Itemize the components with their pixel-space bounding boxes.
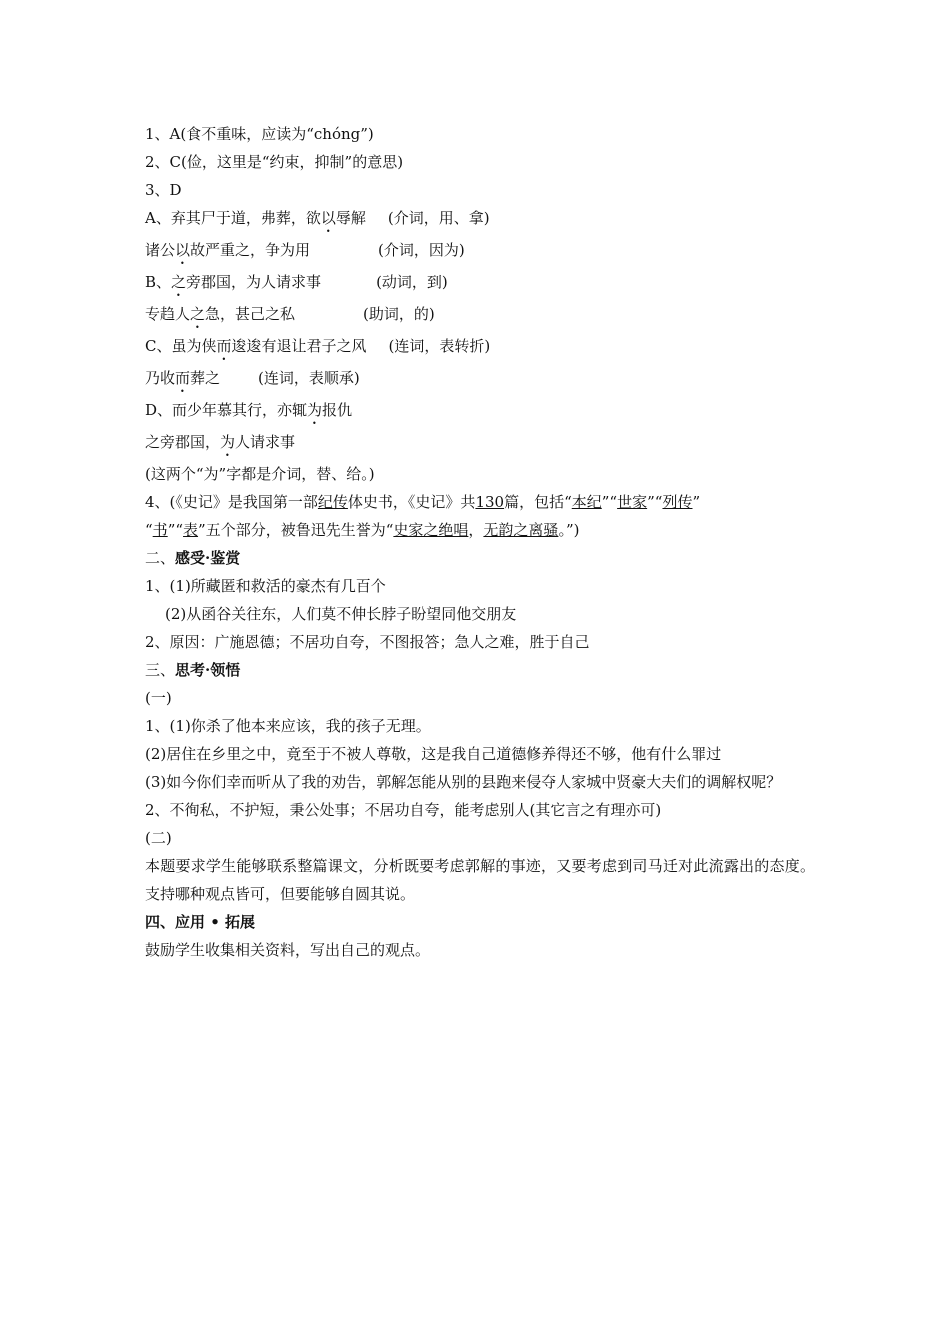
underlined-answer: 本纪	[571, 493, 602, 511]
emphasized-char: 为	[220, 433, 236, 451]
section-4-heading: 四、应用 • 拓展	[145, 913, 256, 931]
option-d-line-2: 之旁郡国，为人请求事	[145, 433, 296, 451]
emphasized-char: 之	[190, 305, 206, 323]
grammar-note: (助词，的)	[363, 305, 435, 323]
option-d-line-1: D、而少年慕其行，亦辄为报仇	[145, 401, 353, 419]
emphasized-char: 之	[171, 273, 187, 291]
underlined-answer: 列传	[662, 493, 693, 511]
underlined-answer: 世家	[617, 493, 648, 511]
section-4-item-1: 鼓励学生收集相关资料，写出自己的观点。	[145, 941, 431, 959]
option-b-line-1: B、之旁郡国，为人请求事 (动词，到)	[145, 273, 448, 291]
underlined-answer: 130	[475, 493, 505, 511]
section-3-item-1: 1、(1)你杀了他本来应该，我的孩子无理。	[145, 717, 431, 735]
section-2-item-2: (2)从函谷关往东，人们莫不伸长脖子盼望同他交朋友	[165, 605, 517, 623]
section-2-item-1: 1、(1)所藏匿和救活的豪杰有几百个	[145, 577, 386, 595]
underlined-answer: 史家之绝唱	[393, 521, 469, 539]
grammar-note: (连词，表顺承)	[258, 369, 360, 387]
answer-1: 1、A(食不重味，应读为“chóng”)	[145, 125, 374, 143]
section-3-item-3: (3)如今你们幸而听从了我的劝告，郭解怎能从别的县跑来侵夺人家城中贤豪大夫们的调解权呢？	[145, 773, 782, 791]
option-c-line-2: 乃收而葬之 (连词，表顺承)	[145, 369, 360, 387]
section-2-heading: 二、感受·鉴赏	[145, 549, 241, 567]
emphasized-char: 为	[307, 401, 323, 419]
option-c-line-1: C、虽为侠而逡逡有退让君子之风 (连词，表转折)	[145, 337, 491, 355]
answer-3: 3、D	[145, 181, 182, 199]
emphasized-char: 而	[175, 369, 191, 387]
grammar-note: (介词，用、拿)	[387, 209, 490, 227]
grammar-note: (介词，因为)	[378, 241, 465, 259]
section-3-part-1: (一)	[145, 689, 172, 707]
underlined-answer: 无韵之离骚	[483, 521, 559, 539]
section-3-item-4: 2、不徇私，不护短，秉公处事；不居功自夸，能考虑别人(其它言之有理亦可)	[145, 801, 662, 819]
option-b-line-2: 专趋人之急，甚己之私 (助词，的)	[145, 305, 435, 323]
emphasized-char: 而	[216, 337, 232, 355]
option-a-line-2: 诸公以故严重之，争为用 (介词，因为)	[145, 241, 465, 259]
emphasized-char: 以	[175, 241, 191, 259]
answer-2: 2、C(俭，这里是“约束，抑制”的意思)	[145, 153, 404, 171]
section-3-part-2: (二)	[145, 829, 172, 847]
section-2-item-3: 2、原因：广施恩德；不居功自夸，不图报答；急人之难，胜于自己	[145, 633, 590, 651]
option-d-note: (这两个“为”字都是介词，替、给。)	[145, 465, 375, 483]
section-3-item-5: 本题要求学生能够联系整篇课文，分析既要考虑郭解的事迹，又要考虑到司马迁对此流露出的态度。支持哪种观点皆可，但要能够自圆其说。	[145, 857, 815, 903]
emphasized-char: 以	[320, 209, 336, 227]
grammar-note: (连词，表转折)	[388, 337, 491, 355]
section-3-heading: 三、思考·领悟	[145, 661, 241, 679]
underlined-answer: 书	[152, 521, 168, 539]
answer-page	[145, 120, 815, 964]
option-a-line-1: A、弃其尸于道，弗葬，欲以辱解 (介词，用、拿)	[145, 209, 490, 227]
underlined-answer: 纪传	[317, 493, 348, 511]
section-3-item-2: (2)居住在乡里之中，竟至于不被人尊敬，这是我自己道德修养得还不够，他有什么罪过	[145, 745, 722, 763]
answer-4: 4、(《史记》是我国第一部纪传体史书，《史记》共130篇，包括“本纪”“世家”“列传” “书”“表”五个部分，被鲁迅先生誉为“史家之绝唱，无韵之离骚。”)	[145, 493, 701, 539]
underlined-answer: 表	[183, 521, 199, 539]
grammar-note: (动词，到)	[376, 273, 448, 291]
